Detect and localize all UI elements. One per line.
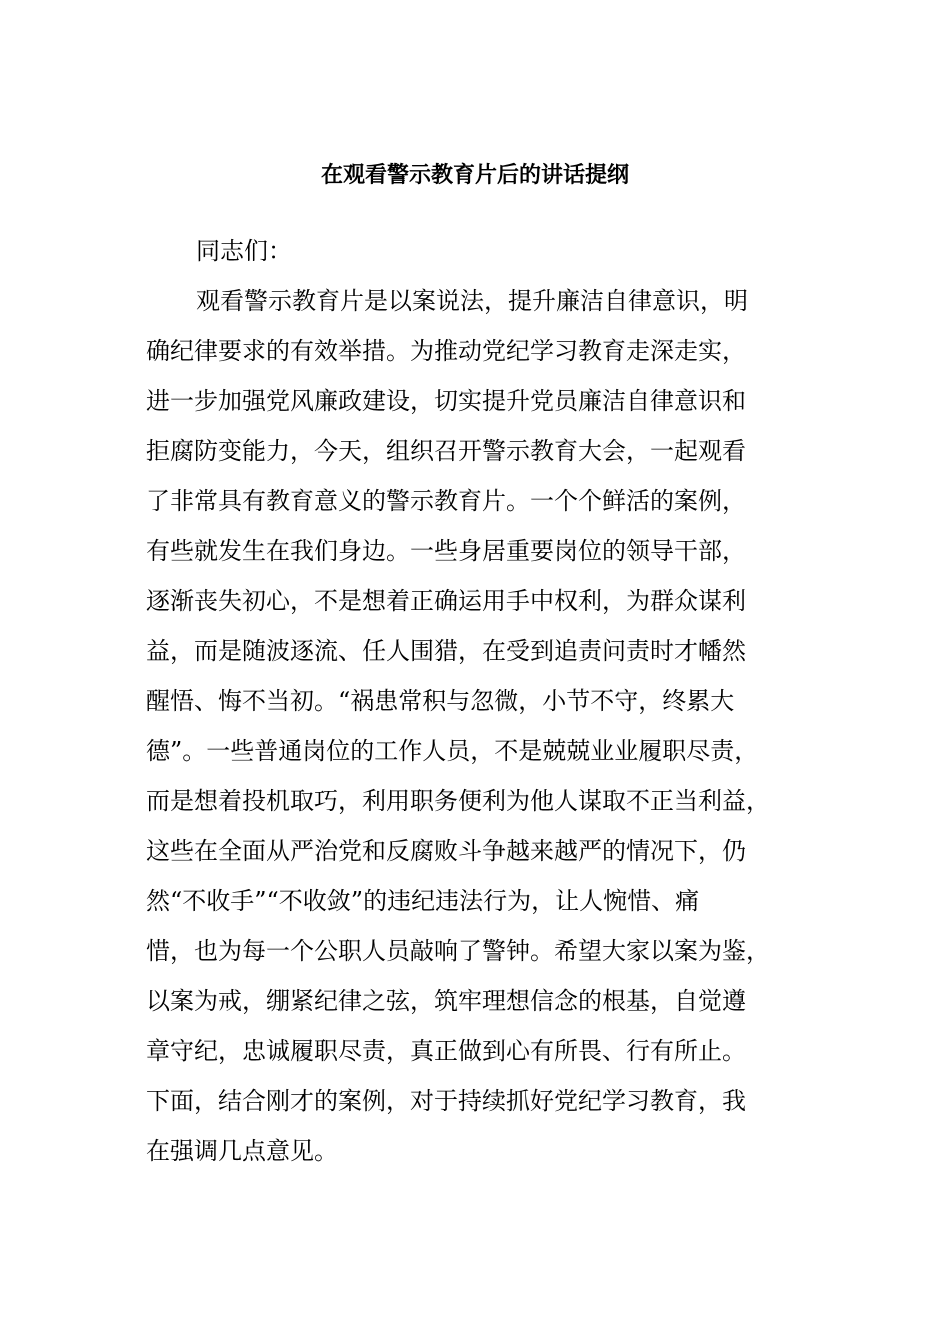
paragraph-line: 拒腐防变能力，今天，组织召开警示教育大会，一起观看 (146, 437, 746, 465)
paragraph-line: 下面，结合刚才的案例，对于持续抓好党纪学习教育，我 (146, 1087, 746, 1115)
paragraph-line: 然“不收手”“不收敛”的违纪违法行为，让人惋惜、痛 (146, 887, 700, 915)
paragraph-line: 章守纪，忠诚履职尽责，真正做到心有所畏、行有所止。 (146, 1037, 746, 1065)
body-paragraph (146, 283, 806, 1183)
paragraph-line: 惜，也为每一个公职人员敲响了警钟。希望大家以案为鉴， (146, 937, 770, 965)
paragraph-line: 而是想着投机取巧，利用职务便利为他人谋取不正当利益， (146, 787, 770, 815)
paragraph-line: 进一步加强党风廉政建设，切实提升党员廉洁自律意识和 (146, 387, 746, 415)
greeting-text: 同志们： (196, 237, 292, 265)
paragraph-line: 这些在全面从严治党和反腐败斗争越来越严的情况下，仍 (146, 837, 746, 865)
paragraph-line: 观看警示教育片是以案说法，提升廉洁自律意识，明 (196, 287, 748, 315)
paragraph-line: 益，而是随波逐流、任人围猎，在受到追责问责时才幡然 (146, 637, 746, 665)
paragraph-line: 有些就发生在我们身边。一些身居重要岗位的领导干部， (146, 537, 746, 565)
paragraph-line: 在强调几点意见。 (146, 1137, 338, 1165)
paragraph-line: 醒悟、悔不当初。“祸患常积与忽微，小节不守，终累大 (146, 687, 735, 715)
paragraph-line: 确纪律要求的有效举措。为推动党纪学习教育走深走实， (146, 337, 746, 365)
paragraph-line: 逐渐丧失初心，不是想着正确运用手中权利，为群众谋利 (146, 587, 746, 615)
paragraph-line: 了非常具有教育意义的警示教育片。一个个鲜活的案例， (146, 487, 746, 515)
paragraph-line: 以案为戒，绷紧纪律之弦，筑牢理想信念的根基，自觉遵 (146, 987, 746, 1015)
document-title: 在观看警示教育片后的讲话提纲 (320, 163, 629, 188)
paragraph-line: 德”。一些普通岗位的工作人员，不是兢兢业业履职尽责， (146, 737, 759, 765)
